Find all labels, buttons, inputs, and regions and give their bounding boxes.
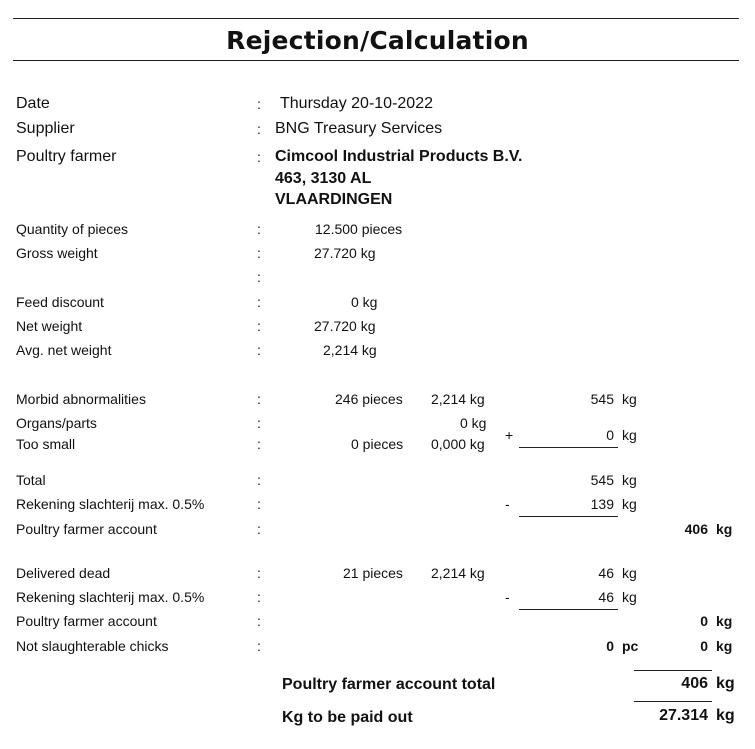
chicks-label: Not slaughterable chicks [16, 638, 169, 654]
feed-discount-label: Feed discount [16, 294, 104, 310]
subtotal-rule [519, 447, 618, 448]
farmer-account-kg: 406 [684, 521, 708, 537]
dead-slaughter-kg: 46 [598, 589, 614, 605]
supplier-label: Supplier [16, 120, 75, 137]
colon: : [257, 496, 261, 512]
morbid-avg: 2,214 kg [431, 391, 485, 407]
farmer-account-label: Poultry farmer account [16, 521, 157, 537]
delivered-dead-avg: 2,214 kg [431, 565, 485, 581]
gross-weight-value: 27.720 kg [314, 245, 376, 261]
unit-kg: kg [716, 613, 733, 629]
colon: : [257, 415, 261, 431]
avg-net-weight-value: 2,214 kg [323, 342, 377, 358]
unit-kg: kg [716, 707, 735, 724]
colon: : [257, 565, 261, 581]
quantity-value: 12.500 pieces [315, 221, 403, 237]
top-rule [13, 18, 739, 19]
farmer-city: VLAARDINGEN [275, 191, 393, 208]
net-weight-label: Net weight [16, 318, 83, 334]
unit-kg: kg [716, 521, 733, 537]
colon: : [257, 472, 261, 488]
colon: : [257, 342, 261, 358]
colon: : [257, 96, 261, 112]
dead-farmer-account-kg: 0 [700, 613, 708, 629]
colon: : [257, 245, 261, 261]
minus-sign: - [505, 589, 510, 605]
net-weight-value: 27.720 kg [314, 318, 376, 334]
account-total-label: Poultry farmer account total [282, 676, 496, 693]
account-total-value: 406 [681, 675, 708, 692]
dead-farmer-account-label: Poultry farmer account [16, 613, 157, 629]
too-small-avg: 0,000 kg [431, 436, 485, 452]
plus-sign: + [505, 427, 514, 443]
colon: : [257, 638, 261, 654]
unit-kg: kg [622, 472, 637, 488]
unit-kg: kg [622, 391, 637, 407]
date-label: Date [16, 95, 50, 112]
dead-slaughter-rule [519, 609, 618, 610]
chicks-kg: 0 [700, 638, 708, 654]
colon: : [257, 521, 261, 537]
title-rule [13, 60, 739, 61]
feed-discount-value: 0 kg [351, 294, 378, 310]
chicks-pc: 0 [606, 638, 614, 654]
farmer-address: 463, 3130 AL [275, 170, 372, 187]
avg-net-weight-label: Avg. net weight [16, 342, 112, 358]
colon: : [257, 149, 261, 165]
morbid-pieces: 246 pieces [335, 391, 403, 407]
organs-label: Organs/parts [16, 415, 97, 431]
total-kg: 545 [590, 472, 614, 488]
unit-kg: kg [622, 565, 637, 581]
colon: : [257, 269, 261, 285]
delivered-dead-kg: 46 [598, 565, 614, 581]
organs-kg: 0 kg [460, 415, 487, 431]
colon: : [257, 221, 261, 237]
total-label: Total [16, 472, 46, 488]
unit-kg: kg [716, 675, 735, 692]
colon: : [257, 436, 261, 452]
unit-kg: kg [622, 589, 637, 605]
supplier-value: BNG Treasury Services [275, 120, 443, 137]
summary-rule-bottom [634, 701, 712, 702]
unit-kg: kg [622, 427, 637, 443]
slaughter-rule [519, 516, 618, 517]
unit-kg: kg [622, 496, 637, 512]
page-title: Rejection/Calculation [226, 26, 529, 55]
gross-weight-label: Gross weight [16, 245, 98, 261]
paid-out-value: 27.314 [659, 707, 708, 724]
colon: : [257, 589, 261, 605]
slaughter-kg: 139 [590, 496, 614, 512]
colon: : [257, 613, 261, 629]
farmer-label: Poultry farmer [16, 148, 117, 165]
minus-sign: - [505, 496, 510, 512]
colon: : [257, 318, 261, 334]
summary-rule-top [634, 670, 712, 671]
morbid-kg: 545 [590, 391, 614, 407]
subtotal-kg: 0 [606, 427, 614, 443]
quantity-label: Quantity of pieces [16, 221, 129, 237]
colon: : [257, 391, 261, 407]
slaughter-label: Rekening slachterij max. 0.5% [16, 496, 205, 512]
paid-out-label: Kg to be paid out [282, 709, 413, 726]
farmer-name: Cimcool Industrial Products B.V. [275, 148, 523, 165]
too-small-pieces: 0 pieces [351, 436, 404, 452]
delivered-dead-pieces: 21 pieces [343, 565, 403, 581]
too-small-label: Too small [16, 436, 76, 452]
delivered-dead-label: Delivered dead [16, 565, 111, 581]
unit-kg: kg [716, 638, 733, 654]
morbid-label: Morbid abnormalities [16, 391, 146, 407]
colon: : [257, 121, 261, 137]
colon: : [257, 294, 261, 310]
date-value: Thursday 20-10-2022 [280, 95, 433, 112]
unit-pc: pc [622, 638, 639, 654]
dead-slaughter-label: Rekening slachterij max. 0.5% [16, 589, 205, 605]
